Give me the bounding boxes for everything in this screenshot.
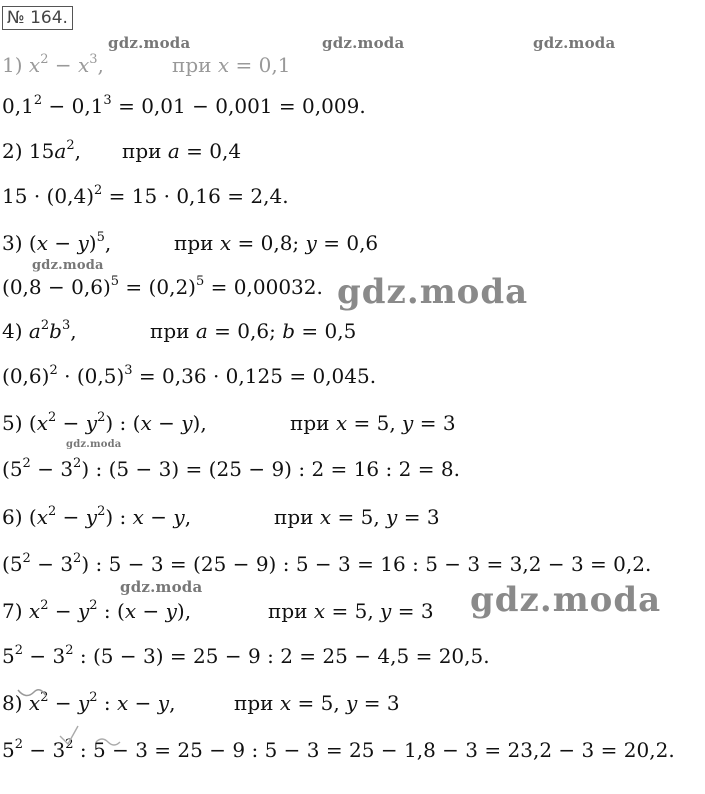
task-condition: при x = 0,8; y = 0,6	[174, 231, 379, 255]
pencil-scribble	[0, 680, 160, 760]
watermark: gdz.moda	[337, 272, 529, 312]
watermark: gdz.moda	[66, 439, 122, 450]
solution-step: $0,1^2 - 0,1^3 = 0,01 - 0,001 = 0,009$.	[2, 93, 366, 118]
solution-step: $(0,6)^2 \cdot (0,5)^3 = 0,36 \cdot 0,125 = 0,045$.	[2, 363, 377, 388]
solution-step: $5^2 - 3^2$ : (5 − 3) = 25 − 9 : 2 = 25 − 4,5 = 20,5.	[2, 643, 490, 668]
task-condition: при x = 5, y = 3	[268, 599, 434, 623]
solution-step: $(5^2 - 3^2)$ : (5 − 3) = (25 − 9) : 2 = 16 : 2 = 8.	[2, 456, 460, 481]
task-expression: 4) $a^2b^3$,	[2, 318, 77, 343]
watermark: gdz.moda	[108, 34, 191, 52]
task-number: № 164.	[2, 6, 73, 30]
task-expression: 3) $(x - y)^5$,	[2, 230, 112, 255]
task-expression: 1) $x^2 - x^3$,	[2, 52, 104, 77]
solution-step: $15 \cdot (0,4)^2 = 15 \cdot 0,16 = 2,4$.	[2, 183, 289, 208]
task-expression: 5) $(x^2 - y^2)$ : (x − y),	[2, 410, 207, 435]
solution-step: $5^2 - 3^2$ : 5 − 3 = 25 − 9 : 5 − 3 = 25 − 1,8 − 3 = 23,2 − 3 = 20,2.	[2, 737, 675, 762]
solution-step: $(0,8 - 0,6)^5 = (0,2)^5 = 0,00032$.	[2, 274, 323, 299]
task-expression: 6) $(x^2 - y^2)$ : x − y,	[2, 504, 192, 529]
task-expression: 8) $x^2 - y^2$ : x − y,	[2, 690, 176, 715]
task-condition: при a = 0,6; b = 0,5	[150, 319, 357, 343]
task-condition: при x = 5, y = 3	[234, 691, 400, 715]
task-item	[2, 318, 357, 344]
task-item	[2, 410, 456, 436]
watermark: gdz.moda	[32, 258, 104, 273]
task-item	[2, 52, 291, 78]
task-expression: 2) $15a^2$,	[2, 138, 81, 163]
task-item	[2, 138, 242, 164]
watermark: gdz.moda	[322, 34, 405, 52]
watermark: gdz.moda	[470, 580, 662, 620]
task-item	[2, 598, 434, 624]
task-condition: при a = 0,4	[122, 139, 242, 163]
task-condition: при x = 5, y = 3	[274, 505, 440, 529]
watermark: gdz.moda	[533, 34, 616, 52]
watermark: gdz.moda	[120, 578, 203, 596]
solution-step: $(5^2 - 3^2)$ : 5 − 3 = (25 − 9) : 5 − 3 = 16 : 5 − 3 = 3,2 − 3 = 0,2.	[2, 551, 652, 576]
task-condition: при x = 0,1	[172, 53, 291, 77]
task-expression: 7) $x^2 - y^2$ : (x − y),	[2, 598, 192, 623]
task-item	[2, 230, 379, 256]
task-item	[2, 504, 440, 530]
task-condition: при x = 5, y = 3	[290, 411, 456, 435]
